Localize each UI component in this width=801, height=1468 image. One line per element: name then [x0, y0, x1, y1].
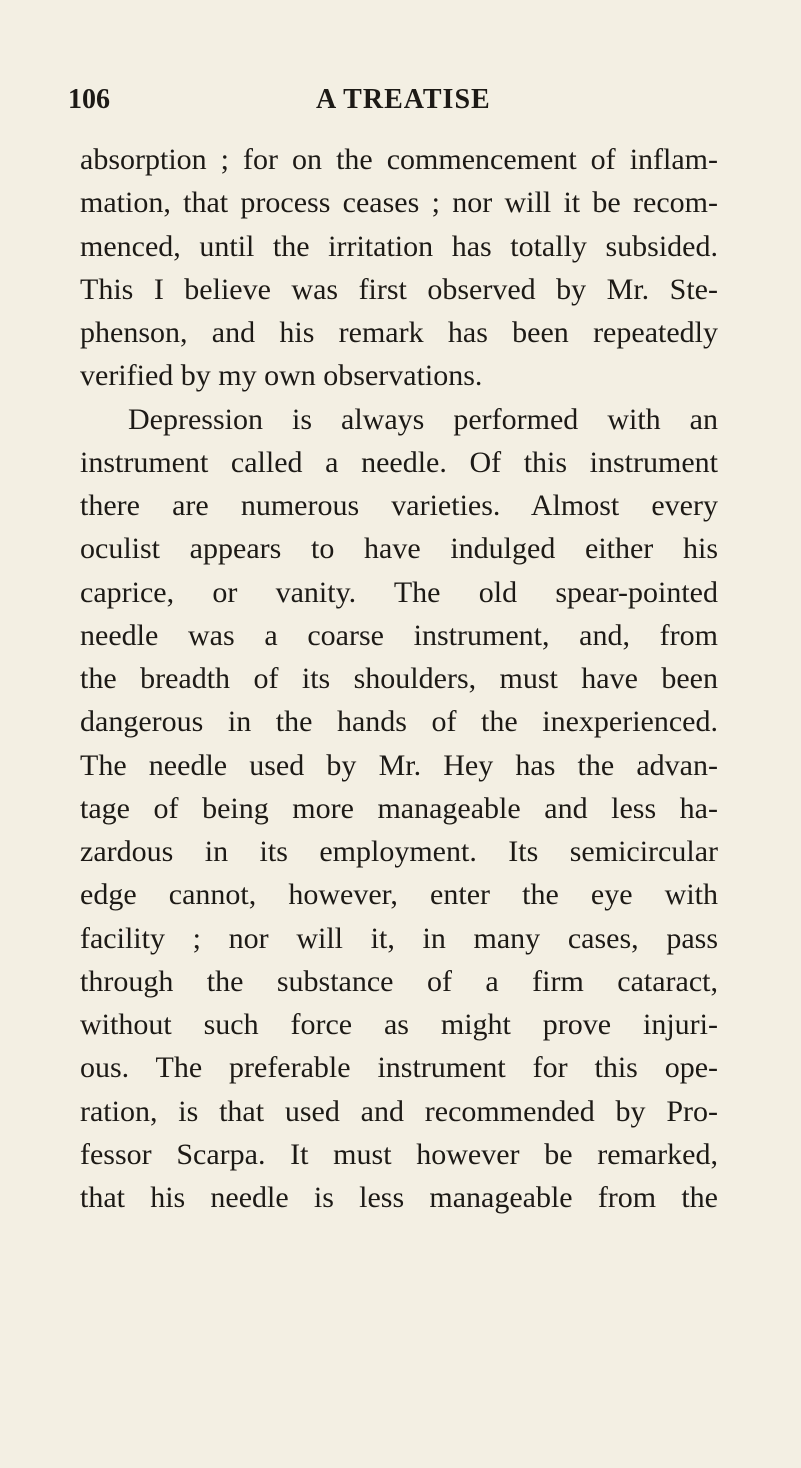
running-head: A TREATISE	[316, 84, 491, 115]
text-line: there are numerous varieties. Almost every	[80, 489, 718, 522]
text-line: mation, that process ceases ; nor will it be recom-	[80, 186, 718, 220]
text-line: fessor Scarpa. It must however be remarked,	[80, 1137, 718, 1171]
text-line: needle was a coarse instrument, and, from	[80, 618, 718, 652]
page-header	[68, 80, 718, 120]
text-line: absorption ; for on the commencement of inflam-	[80, 143, 718, 176]
text-line: ration, is that used and recommended by Pro-	[80, 1094, 718, 1128]
text-line: zardous in its employment. Its semicircular	[80, 835, 718, 868]
text-line: that his needle is less manageable from the	[80, 1181, 718, 1214]
page-number: 106	[68, 84, 110, 115]
text-line: This I believe was first observed by Mr. Ste-	[80, 272, 718, 306]
body-text	[80, 138, 718, 1219]
text-line: without such force as might prove injuri-	[80, 1008, 718, 1041]
text-line: instrument called a needle. Of this instrument	[80, 445, 718, 479]
text-line: menced, until the irritation has totally subsided.	[80, 229, 718, 263]
text-line: The needle used by Mr. Hey has the advan-	[80, 748, 718, 782]
text-line: phenson, and his remark has been repeatedly	[80, 316, 718, 349]
text-line: facility ; nor will it, in many cases, pass	[80, 921, 718, 955]
text-line: verified by my own observations.	[80, 359, 483, 393]
text-line: Depression is always performed with an	[128, 402, 718, 436]
text-line: oculist appears to have indulged either his	[80, 532, 718, 566]
text-line: the breadth of its shoulders, must have been	[80, 662, 718, 695]
text-line: tage of being more manageable and less ha-	[80, 791, 718, 825]
text-line: edge cannot, however, enter the eye with	[80, 878, 718, 912]
text-line: ous. The preferable instrument for this ope-	[80, 1051, 718, 1085]
text-line: caprice, or vanity. The old spear-pointed	[80, 575, 718, 609]
text-line: through the substance of a firm cataract,	[80, 964, 718, 998]
text-line: dangerous in the hands of the inexperienced.	[80, 705, 718, 739]
